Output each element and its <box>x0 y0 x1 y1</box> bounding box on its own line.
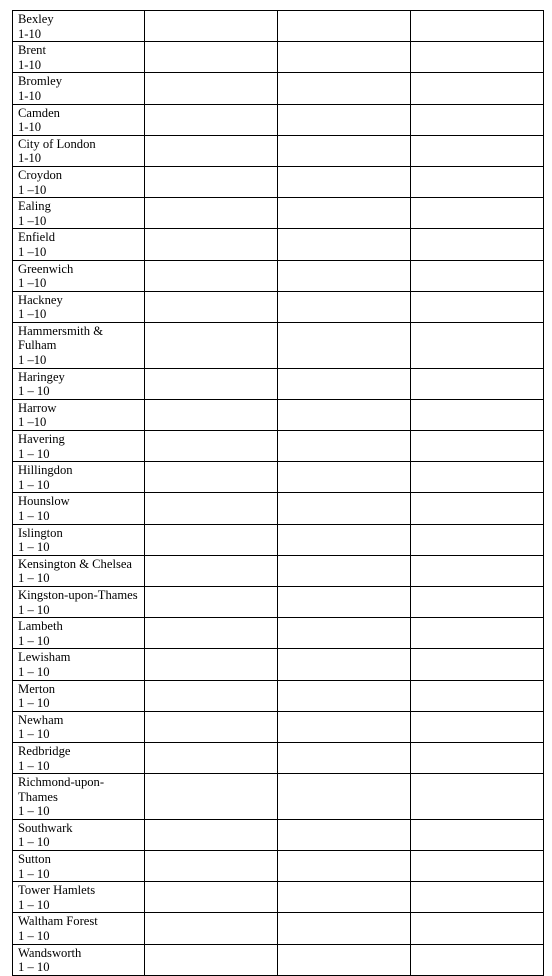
empty-cell <box>411 368 544 399</box>
borough-range-text: 1 –10 <box>18 276 47 291</box>
borough-name-text: Richmond-upon- <box>18 775 105 790</box>
table-row <box>13 135 544 166</box>
table-row <box>13 42 544 73</box>
borough-name-text: Lambeth <box>18 619 63 634</box>
borough-name-cell <box>13 944 145 975</box>
table-row <box>13 819 544 850</box>
empty-cell <box>145 11 278 42</box>
borough-name-cell <box>13 135 145 166</box>
table-row <box>13 774 544 820</box>
empty-cell <box>278 944 411 975</box>
empty-cell <box>145 229 278 260</box>
empty-cell <box>411 742 544 773</box>
table-row <box>13 399 544 430</box>
empty-cell <box>411 913 544 944</box>
borough-name-cell <box>13 586 145 617</box>
borough-range-text: 1 – 10 <box>18 384 50 399</box>
empty-cell <box>278 774 411 820</box>
empty-cell <box>278 260 411 291</box>
borough-name-text: Sutton <box>18 852 51 867</box>
borough-name-cell <box>13 11 145 42</box>
empty-cell <box>145 680 278 711</box>
borough-range-text: 1 – 10 <box>18 897 50 912</box>
borough-range-text: 1 – 10 <box>18 835 50 850</box>
borough-name-text: Enfield <box>18 230 56 245</box>
table-row <box>13 198 544 229</box>
borough-name-cell <box>13 368 145 399</box>
empty-cell <box>278 135 411 166</box>
empty-cell <box>145 882 278 913</box>
table-row <box>13 882 544 913</box>
borough-name-text: Bromley <box>18 74 63 89</box>
empty-cell <box>278 742 411 773</box>
empty-cell <box>145 493 278 524</box>
empty-cell <box>145 555 278 586</box>
borough-name-text: Harrow <box>18 400 57 415</box>
table-row <box>13 524 544 555</box>
empty-cell <box>145 368 278 399</box>
borough-range-text: 1-10 <box>18 26 42 41</box>
empty-cell <box>278 322 411 368</box>
empty-cell <box>411 586 544 617</box>
empty-cell <box>411 198 544 229</box>
borough-range-text: 1-10 <box>18 151 42 166</box>
empty-cell <box>411 462 544 493</box>
borough-table <box>12 10 544 976</box>
borough-name-cell <box>13 291 145 322</box>
borough-name-cell <box>13 104 145 135</box>
table-row <box>13 11 544 42</box>
borough-range-text: 1 – 10 <box>18 758 50 773</box>
empty-cell <box>411 104 544 135</box>
empty-cell <box>411 524 544 555</box>
borough-name-text: Greenwich <box>18 261 74 276</box>
empty-cell <box>145 73 278 104</box>
borough-range-text: 1 –10 <box>18 244 47 259</box>
empty-cell <box>145 42 278 73</box>
empty-cell <box>278 618 411 649</box>
borough-range-text: 1 –10 <box>18 182 47 197</box>
table-row <box>13 618 544 649</box>
borough-name-text: Wandsworth <box>18 945 82 960</box>
borough-table-body <box>13 11 544 976</box>
empty-cell <box>278 555 411 586</box>
borough-name-cell <box>13 680 145 711</box>
empty-cell <box>278 586 411 617</box>
empty-cell <box>278 73 411 104</box>
empty-cell <box>411 711 544 742</box>
borough-name-text: Hillingdon <box>18 463 73 478</box>
borough-name-text: Havering <box>18 432 65 447</box>
empty-cell <box>411 260 544 291</box>
borough-name-cell <box>13 493 145 524</box>
borough-range-text: 1 – 10 <box>18 571 50 586</box>
empty-cell <box>411 431 544 462</box>
borough-name-cell <box>13 711 145 742</box>
empty-cell <box>278 104 411 135</box>
table-row <box>13 368 544 399</box>
borough-name-cell <box>13 42 145 73</box>
borough-name-text: Camden <box>18 105 60 120</box>
borough-range-text: 1 – 10 <box>18 602 50 617</box>
empty-cell <box>145 260 278 291</box>
table-row <box>13 462 544 493</box>
empty-cell <box>278 462 411 493</box>
empty-cell <box>145 462 278 493</box>
borough-range-text: 1 – 10 <box>18 929 50 944</box>
table-row <box>13 73 544 104</box>
table-row <box>13 913 544 944</box>
borough-name-cell <box>13 431 145 462</box>
borough-name-text: Merton <box>18 681 56 696</box>
borough-name-cell <box>13 166 145 197</box>
empty-cell <box>278 882 411 913</box>
table-row <box>13 291 544 322</box>
borough-range-text: 1 – 10 <box>18 633 50 648</box>
table-row <box>13 260 544 291</box>
borough-name-cell <box>13 882 145 913</box>
table-row <box>13 229 544 260</box>
borough-name-cell <box>13 73 145 104</box>
borough-name-cell <box>13 322 145 368</box>
borough-range-text: 1-10 <box>18 88 42 103</box>
borough-name-text: Brent <box>18 43 46 58</box>
borough-name-text: Fulham <box>18 338 57 353</box>
empty-cell <box>411 774 544 820</box>
empty-cell <box>278 913 411 944</box>
empty-cell <box>411 291 544 322</box>
table-row <box>13 680 544 711</box>
empty-cell <box>411 135 544 166</box>
table-row <box>13 555 544 586</box>
borough-range-text: 1 – 10 <box>18 446 50 461</box>
empty-cell <box>411 399 544 430</box>
empty-cell <box>278 198 411 229</box>
borough-name-cell <box>13 555 145 586</box>
borough-name-text: Southwark <box>18 820 73 835</box>
empty-cell <box>145 851 278 882</box>
empty-cell <box>411 166 544 197</box>
borough-name-cell <box>13 819 145 850</box>
empty-cell <box>145 166 278 197</box>
empty-cell <box>278 431 411 462</box>
table-row <box>13 104 544 135</box>
borough-name-text: Newham <box>18 712 64 727</box>
empty-cell <box>145 104 278 135</box>
empty-cell <box>145 431 278 462</box>
empty-cell <box>278 291 411 322</box>
borough-name-text: Hammersmith & <box>18 323 103 338</box>
empty-cell <box>278 819 411 850</box>
borough-name-cell <box>13 462 145 493</box>
empty-cell <box>411 229 544 260</box>
empty-cell <box>145 711 278 742</box>
empty-cell <box>145 399 278 430</box>
empty-cell <box>278 711 411 742</box>
empty-cell <box>411 680 544 711</box>
borough-name-cell <box>13 851 145 882</box>
empty-cell <box>278 166 411 197</box>
empty-cell <box>145 291 278 322</box>
empty-cell <box>278 42 411 73</box>
empty-cell <box>278 368 411 399</box>
empty-cell <box>278 680 411 711</box>
table-row <box>13 493 544 524</box>
borough-name-text: Redbridge <box>18 743 71 758</box>
table-row <box>13 649 544 680</box>
borough-name-text: Hackney <box>18 292 63 307</box>
empty-cell <box>411 944 544 975</box>
borough-name-text: Croydon <box>18 167 63 182</box>
borough-name-text: Haringey <box>18 369 65 384</box>
empty-cell <box>278 493 411 524</box>
table-row <box>13 711 544 742</box>
borough-range-text: 1 – 10 <box>18 866 50 881</box>
empty-cell <box>145 198 278 229</box>
empty-cell <box>411 649 544 680</box>
empty-cell <box>278 649 411 680</box>
empty-cell <box>278 851 411 882</box>
borough-range-text: 1 –10 <box>18 307 47 322</box>
borough-name-text: City of London <box>18 136 96 151</box>
borough-range-text: 1 – 10 <box>18 727 50 742</box>
table-row <box>13 944 544 975</box>
borough-range-text: 1 – 10 <box>18 960 50 975</box>
borough-range-text: 1 – 10 <box>18 477 50 492</box>
empty-cell <box>278 524 411 555</box>
empty-cell <box>145 649 278 680</box>
empty-cell <box>145 774 278 820</box>
borough-range-text: 1 –10 <box>18 353 47 368</box>
empty-cell <box>278 399 411 430</box>
borough-name-cell <box>13 524 145 555</box>
table-row <box>13 322 544 368</box>
empty-cell <box>145 135 278 166</box>
borough-range-text: 1 –10 <box>18 415 47 430</box>
borough-name-cell <box>13 399 145 430</box>
empty-cell <box>411 555 544 586</box>
borough-range-text: 1 – 10 <box>18 804 50 819</box>
borough-name-cell <box>13 742 145 773</box>
empty-cell <box>145 586 278 617</box>
empty-cell <box>411 851 544 882</box>
empty-cell <box>278 229 411 260</box>
table-row <box>13 431 544 462</box>
borough-name-text: Kingston-upon-Thames <box>18 587 138 602</box>
borough-name-text: Kensington & Chelsea <box>18 556 133 571</box>
borough-name-text: Waltham Forest <box>18 914 98 929</box>
borough-name-text: Hounslow <box>18 494 70 509</box>
borough-name-text: Bexley <box>18 12 54 26</box>
borough-name-cell <box>13 618 145 649</box>
empty-cell <box>411 618 544 649</box>
empty-cell <box>145 618 278 649</box>
borough-name-cell <box>13 649 145 680</box>
borough-range-text: 1 – 10 <box>18 696 50 711</box>
borough-name-text: Thames <box>18 789 58 804</box>
borough-name-cell <box>13 229 145 260</box>
borough-name-cell <box>13 774 145 820</box>
borough-range-text: 1-10 <box>18 120 42 135</box>
borough-name-cell <box>13 260 145 291</box>
borough-range-text: 1 – 10 <box>18 664 50 679</box>
table-row <box>13 586 544 617</box>
empty-cell <box>411 493 544 524</box>
borough-name-text: Islington <box>18 525 63 540</box>
borough-name-cell <box>13 913 145 944</box>
table-row <box>13 851 544 882</box>
empty-cell <box>411 73 544 104</box>
borough-name-cell <box>13 198 145 229</box>
empty-cell <box>411 11 544 42</box>
empty-cell <box>145 913 278 944</box>
borough-range-text: 1-10 <box>18 57 42 72</box>
table-row <box>13 166 544 197</box>
borough-range-text: 1 – 10 <box>18 509 50 523</box>
borough-name-text: Ealing <box>18 199 51 214</box>
empty-cell <box>145 524 278 555</box>
empty-cell <box>411 42 544 73</box>
borough-range-text: 1 –10 <box>18 213 47 228</box>
empty-cell <box>145 742 278 773</box>
empty-cell <box>145 322 278 368</box>
empty-cell <box>411 819 544 850</box>
empty-cell <box>411 882 544 913</box>
empty-cell <box>278 11 411 42</box>
borough-name-text: Tower Hamlets <box>18 883 96 898</box>
table-row <box>13 742 544 773</box>
empty-cell <box>145 944 278 975</box>
empty-cell <box>411 322 544 368</box>
borough-range-text: 1 – 10 <box>18 540 50 555</box>
empty-cell <box>145 819 278 850</box>
borough-name-text: Lewisham <box>18 650 71 665</box>
